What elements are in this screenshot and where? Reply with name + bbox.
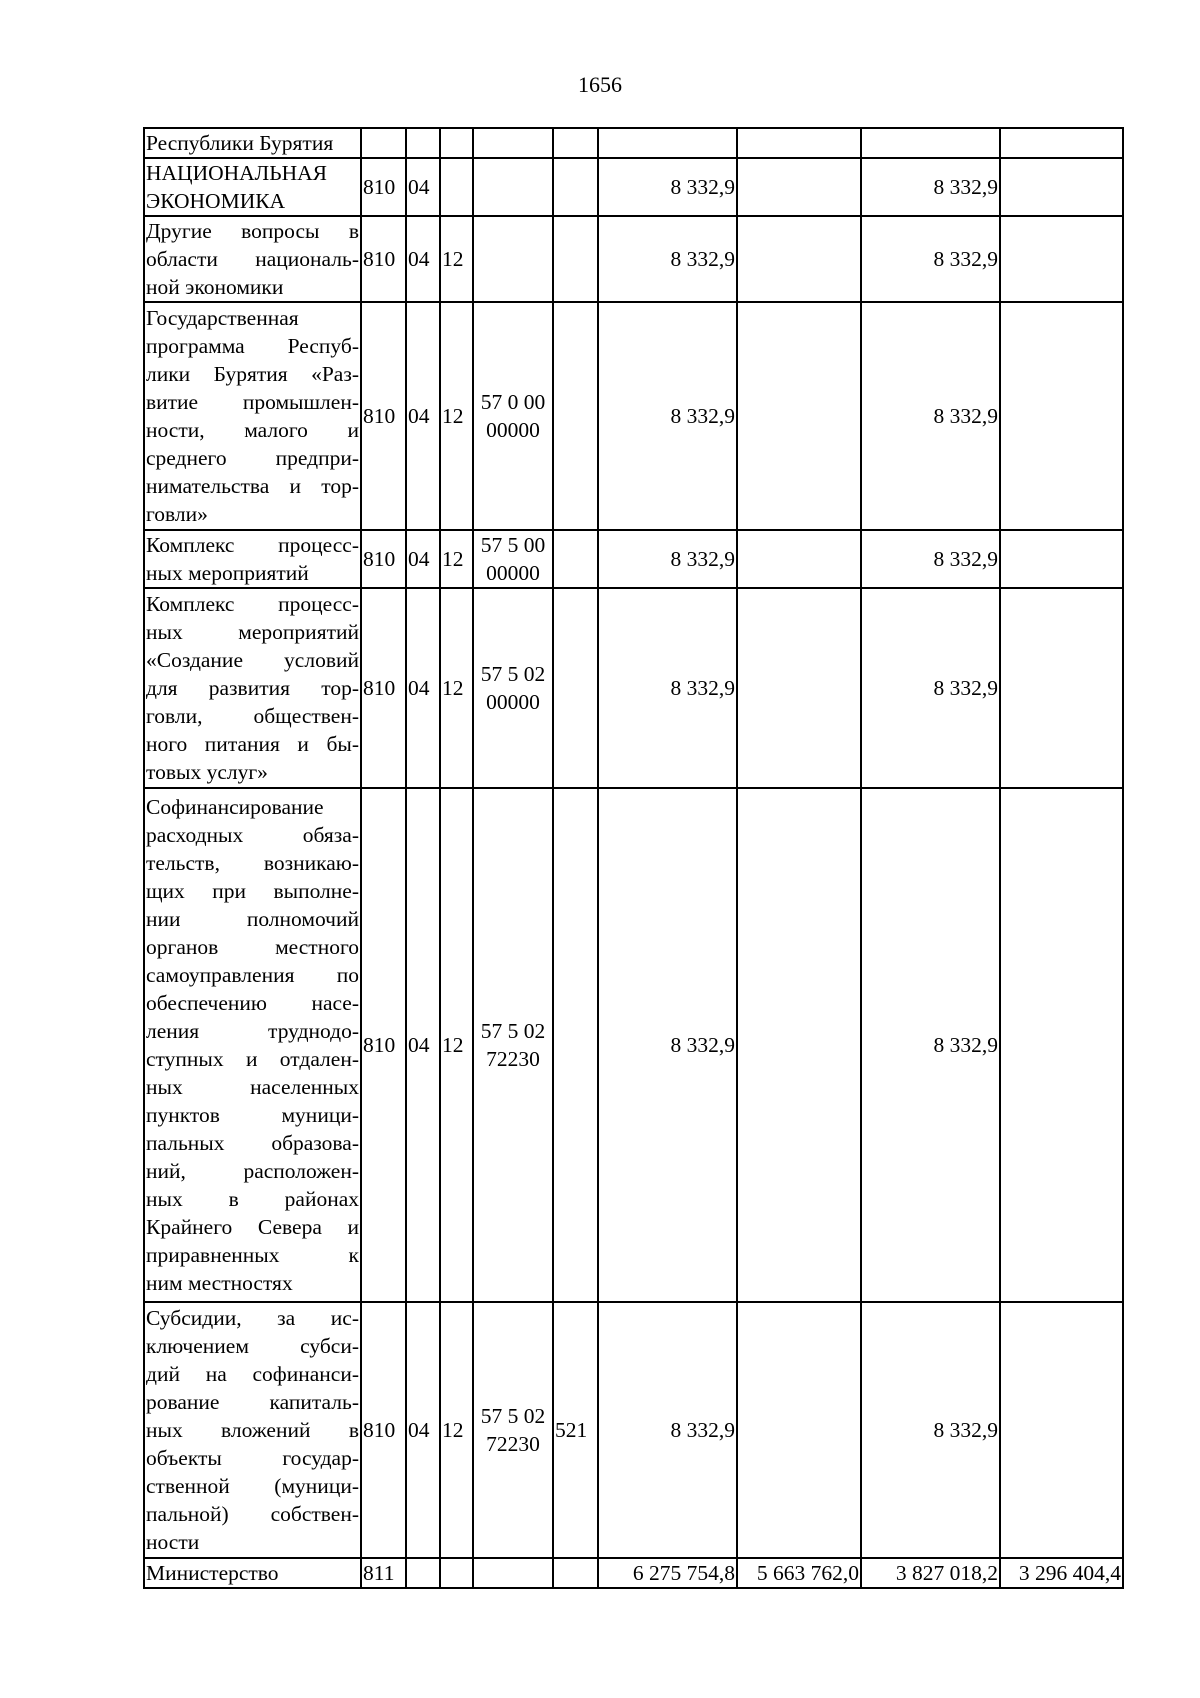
row-name-line: ности, малого и bbox=[146, 418, 359, 442]
target-article-code bbox=[473, 530, 553, 588]
section-code: 04 bbox=[406, 1302, 440, 1558]
subsection-code: 12 bbox=[440, 302, 473, 530]
row-name-line: Субсидии, за ис- bbox=[146, 1306, 359, 1330]
row-name-line: говли, обществен- bbox=[146, 704, 359, 728]
row-name bbox=[144, 588, 361, 788]
row-name-line: «Создание условий bbox=[146, 648, 359, 672]
row-name bbox=[144, 1302, 361, 1558]
expense-type-code bbox=[553, 530, 598, 588]
table-row bbox=[144, 788, 1123, 1302]
glava-code bbox=[361, 128, 406, 158]
row-name bbox=[144, 1558, 361, 1588]
amount-4 bbox=[1000, 788, 1123, 1302]
row-name-line: ления труднодо- bbox=[146, 1019, 359, 1043]
table-row bbox=[144, 1302, 1123, 1558]
row-name-line: ключением субси- bbox=[146, 1334, 359, 1358]
row-name bbox=[144, 788, 361, 1302]
row-name-line: ственной (муници- bbox=[146, 1474, 359, 1498]
target-article-code-part: 72230 bbox=[486, 1432, 540, 1456]
row-name bbox=[144, 128, 361, 158]
amount-2 bbox=[737, 216, 861, 302]
row-name-line: Другие вопросы в bbox=[146, 219, 359, 243]
amount-2 bbox=[737, 128, 861, 158]
row-name-line: приравненных к bbox=[146, 1243, 359, 1267]
table-row bbox=[144, 158, 1123, 216]
amount-3: 3 827 018,2 bbox=[861, 1558, 1000, 1588]
expense-type-code: 521 bbox=[553, 1302, 598, 1558]
subsection-code bbox=[440, 128, 473, 158]
expense-type-code bbox=[553, 788, 598, 1302]
table-row bbox=[144, 588, 1123, 788]
amount-3: 8 332,9 bbox=[861, 302, 1000, 530]
row-name bbox=[144, 158, 361, 216]
amount-4 bbox=[1000, 588, 1123, 788]
glava-code: 810 bbox=[361, 158, 406, 216]
amount-1: 8 332,9 bbox=[598, 788, 737, 1302]
expense-type-code bbox=[553, 216, 598, 302]
expense-type-code bbox=[553, 588, 598, 788]
amount-3: 8 332,9 bbox=[861, 530, 1000, 588]
expense-type-code bbox=[553, 158, 598, 216]
amount-3: 8 332,9 bbox=[861, 216, 1000, 302]
section-code: 04 bbox=[406, 216, 440, 302]
amount-2 bbox=[737, 530, 861, 588]
amount-2 bbox=[737, 788, 861, 1302]
row-name-line: органов местного bbox=[146, 935, 359, 959]
row-name-line: нии полномочий bbox=[146, 907, 359, 931]
amount-1: 8 332,9 bbox=[598, 302, 737, 530]
amount-4 bbox=[1000, 158, 1123, 216]
row-name-line: Государственная bbox=[146, 306, 299, 330]
row-name-line: рование капиталь- bbox=[146, 1390, 359, 1414]
target-article-code-part: 72230 bbox=[486, 1047, 540, 1071]
row-name-line: ного питания и бы- bbox=[146, 732, 359, 756]
target-article-code bbox=[473, 1558, 553, 1588]
row-name-line: ных мероприятий bbox=[146, 561, 309, 585]
target-article-code bbox=[473, 302, 553, 530]
row-name-line: Комплекс процесс- bbox=[146, 592, 359, 616]
amount-4 bbox=[1000, 530, 1123, 588]
row-name-line: программа Респуб- bbox=[146, 334, 359, 358]
row-name-line: расходных обяза- bbox=[146, 823, 359, 847]
amount-3: 8 332,9 bbox=[861, 1302, 1000, 1558]
row-name-line: ности bbox=[146, 1530, 200, 1554]
target-article-code-part: 00000 bbox=[486, 690, 540, 714]
subsection-code: 12 bbox=[440, 788, 473, 1302]
subsection-code bbox=[440, 1558, 473, 1588]
row-name-line: для развития тор- bbox=[146, 676, 359, 700]
table-row bbox=[144, 530, 1123, 588]
subsection-code: 12 bbox=[440, 530, 473, 588]
glava-code: 810 bbox=[361, 216, 406, 302]
row-name-line: нимательства и тор- bbox=[146, 474, 359, 498]
row-name-line: области националь- bbox=[146, 247, 359, 271]
glava-code: 810 bbox=[361, 302, 406, 530]
row-name-line: ных населенных bbox=[146, 1075, 359, 1099]
target-article-code bbox=[473, 1302, 553, 1558]
subsection-code bbox=[440, 158, 473, 216]
row-name-line: ЭКОНОМИКА bbox=[146, 189, 286, 213]
expense-type-code bbox=[553, 128, 598, 158]
target-article-code-part: 57 5 02 bbox=[480, 662, 546, 686]
row-name-line: пунктов муници- bbox=[146, 1103, 359, 1127]
row-name-line: говли» bbox=[146, 502, 208, 526]
section-code: 04 bbox=[406, 588, 440, 788]
amount-2 bbox=[737, 588, 861, 788]
section-code: 04 bbox=[406, 530, 440, 588]
section-code bbox=[406, 128, 440, 158]
amount-4 bbox=[1000, 1302, 1123, 1558]
amount-1: 8 332,9 bbox=[598, 158, 737, 216]
target-article-code-part: 57 5 02 bbox=[480, 1019, 546, 1043]
amount-2 bbox=[737, 302, 861, 530]
row-name-line: ним местностях bbox=[146, 1271, 293, 1295]
row-name-line: Республики Бурятия bbox=[146, 131, 334, 155]
row-name-line: Софинансирование bbox=[146, 795, 324, 819]
target-article-code bbox=[473, 788, 553, 1302]
budget-table bbox=[143, 127, 1124, 1589]
target-article-code bbox=[473, 158, 553, 216]
section-code: 04 bbox=[406, 788, 440, 1302]
row-name bbox=[144, 530, 361, 588]
row-name-line: Комплекс процесс- bbox=[146, 533, 359, 557]
page-number: 1656 bbox=[578, 72, 622, 97]
row-name-line: ний, расположен- bbox=[146, 1159, 359, 1183]
amount-4 bbox=[1000, 128, 1123, 158]
subsection-code: 12 bbox=[440, 216, 473, 302]
amount-1: 8 332,9 bbox=[598, 530, 737, 588]
target-article-code bbox=[473, 588, 553, 788]
row-name-line: ной экономики bbox=[146, 275, 284, 299]
amount-4 bbox=[1000, 216, 1123, 302]
row-name bbox=[144, 216, 361, 302]
amount-3: 8 332,9 bbox=[861, 158, 1000, 216]
row-name-line: Министерство bbox=[146, 1561, 279, 1585]
table-row bbox=[144, 1558, 1123, 1588]
row-name-line: НАЦИОНАЛЬНАЯ bbox=[146, 161, 328, 185]
row-name-line: самоуправления по bbox=[146, 963, 359, 987]
amount-1: 8 332,9 bbox=[598, 1302, 737, 1558]
amount-3: 8 332,9 bbox=[861, 588, 1000, 788]
amount-2 bbox=[737, 1302, 861, 1558]
amount-1 bbox=[598, 128, 737, 158]
glava-code: 810 bbox=[361, 788, 406, 1302]
target-article-code bbox=[473, 128, 553, 158]
amount-4: 3 296 404,4 bbox=[1000, 1558, 1123, 1588]
section-code: 04 bbox=[406, 158, 440, 216]
row-name-line: объекты государ- bbox=[146, 1446, 359, 1470]
row-name-line: товых услуг» bbox=[146, 760, 268, 784]
target-article-code-part: 57 5 02 bbox=[480, 1404, 546, 1428]
row-name-line: ных в районах bbox=[146, 1187, 359, 1211]
amount-3 bbox=[861, 128, 1000, 158]
amount-1: 8 332,9 bbox=[598, 588, 737, 788]
amount-4 bbox=[1000, 302, 1123, 530]
table-row bbox=[144, 302, 1123, 530]
row-name-line: среднего предпри- bbox=[146, 446, 359, 470]
target-article-code bbox=[473, 216, 553, 302]
section-code: 04 bbox=[406, 302, 440, 530]
row-name-line: витие промышлен- bbox=[146, 390, 359, 414]
section-code bbox=[406, 1558, 440, 1588]
row-name-line: дий на софинанси- bbox=[146, 1362, 359, 1386]
row-name-line: обеспечению насе- bbox=[146, 991, 359, 1015]
expense-type-code bbox=[553, 302, 598, 530]
glava-code: 810 bbox=[361, 530, 406, 588]
row-name-line: ных вложений в bbox=[146, 1418, 359, 1442]
glava-code: 810 bbox=[361, 588, 406, 788]
subsection-code: 12 bbox=[440, 588, 473, 788]
amount-2 bbox=[737, 158, 861, 216]
row-name-line: щих при выполне- bbox=[146, 879, 359, 903]
row-name-line: пальных образова- bbox=[146, 1131, 359, 1155]
row-name-line: тельств, возникаю- bbox=[146, 851, 359, 875]
target-article-code-part: 57 5 00 bbox=[480, 533, 546, 557]
subsection-code: 12 bbox=[440, 1302, 473, 1558]
glava-code: 810 bbox=[361, 1302, 406, 1558]
amount-2: 5 663 762,0 bbox=[737, 1558, 861, 1588]
table-row bbox=[144, 216, 1123, 302]
row-name-line: ных мероприятий bbox=[146, 620, 359, 644]
target-article-code-part: 00000 bbox=[486, 418, 540, 442]
amount-1: 6 275 754,8 bbox=[598, 1558, 737, 1588]
target-article-code-part: 57 0 00 bbox=[480, 390, 546, 414]
row-name-line: лики Бурятия «Раз- bbox=[146, 362, 359, 386]
glava-code: 811 bbox=[361, 1558, 406, 1588]
row-name bbox=[144, 302, 361, 530]
amount-1: 8 332,9 bbox=[598, 216, 737, 302]
row-name-line: пальной) собствен- bbox=[146, 1502, 359, 1526]
expense-type-code bbox=[553, 1558, 598, 1588]
table-row bbox=[144, 128, 1123, 158]
amount-3: 8 332,9 bbox=[861, 788, 1000, 1302]
row-name-line: ступных и отдален- bbox=[146, 1047, 359, 1071]
target-article-code-part: 00000 bbox=[486, 561, 540, 585]
table-body bbox=[144, 128, 1123, 1588]
row-name-line: Крайнего Севера и bbox=[146, 1215, 359, 1239]
